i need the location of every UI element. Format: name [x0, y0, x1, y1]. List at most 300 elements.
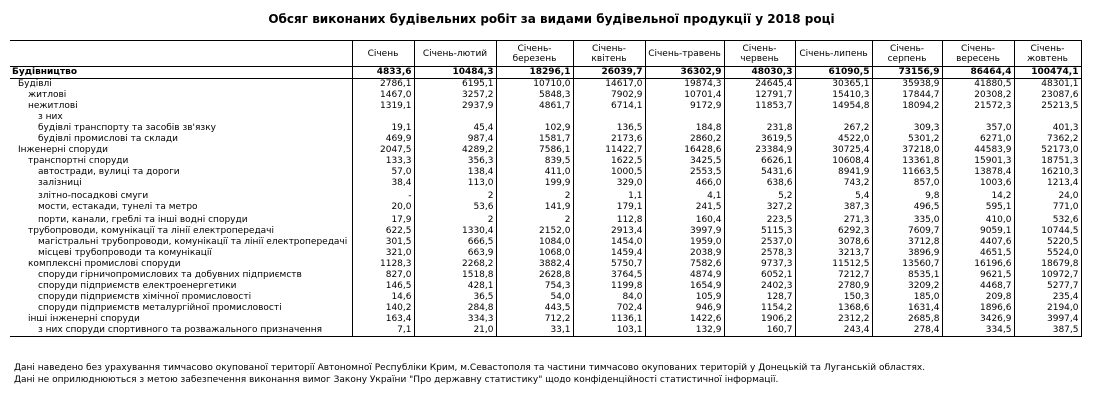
value-cell: 5115,3: [724, 226, 795, 237]
value-cell: 1959,0: [645, 237, 724, 248]
value-cell: [942, 112, 1014, 123]
value-cell: 73156,9: [872, 67, 942, 79]
value-cell: [496, 112, 573, 123]
value-cell: 14,2: [942, 189, 1014, 202]
value-cell: 5277,7: [1014, 281, 1081, 292]
value-cell: 6626,1: [724, 156, 795, 167]
table-row: [10, 226, 1081, 237]
value-cell: 428,1: [414, 281, 496, 292]
value-cell: 128,7: [724, 292, 795, 303]
value-cell: 946,9: [645, 303, 724, 314]
value-cell: 2: [496, 189, 573, 202]
value-cell: 17,9: [352, 213, 414, 226]
footnote-territory: Дані наведено без урахування тимчасово окупованої території Автономної Республіки Крим, м.Севастополя та частини тимчасово окупованих територій у Донецькій та Луганській областях.: [14, 363, 926, 373]
value-cell: 532,6: [1014, 213, 1081, 226]
value-cell: 185,0: [872, 292, 942, 303]
value-cell: 329,0: [573, 178, 645, 189]
value-cell: 5,4: [795, 189, 872, 202]
value-cell: [414, 112, 496, 123]
column-header: Січень-вересень: [942, 41, 1014, 67]
value-cell: 209,8: [942, 292, 1014, 303]
value-cell: 241,5: [645, 202, 724, 213]
value-cell: [872, 112, 942, 123]
value-cell: -: [352, 189, 414, 202]
table-row: [10, 101, 1081, 112]
row-label: місцеві трубопроводи та комунікації: [38, 248, 212, 258]
value-cell: 702,4: [573, 303, 645, 314]
value-cell: 160,4: [645, 213, 724, 226]
value-cell: 102,9: [496, 123, 573, 134]
value-cell: 243,4: [795, 325, 872, 337]
value-cell: 7212,7: [795, 270, 872, 281]
value-cell: 3997,4: [1014, 314, 1081, 325]
column-header: Січень-квітень: [573, 41, 645, 67]
value-cell: 1128,3: [352, 259, 414, 270]
value-cell: 199,9: [496, 178, 573, 189]
value-cell: 9,8: [872, 189, 942, 202]
value-cell: 2780,9: [795, 281, 872, 292]
value-cell: 357,0: [942, 123, 1014, 134]
value-cell: 356,3: [414, 156, 496, 167]
row-label: споруди підприємств хімічної промисловості: [38, 292, 252, 302]
value-cell: 48030,3: [724, 67, 795, 79]
value-cell: 469,9: [352, 134, 414, 145]
row-label: комплексні промислові споруди: [28, 259, 181, 269]
value-cell: 26039,7: [573, 67, 645, 79]
value-cell: 1003,6: [942, 178, 1014, 189]
value-cell: 44583,9: [942, 145, 1014, 156]
value-cell: 1654,9: [645, 281, 724, 292]
value-cell: 1422,6: [645, 314, 724, 325]
value-cell: 11663,5: [872, 167, 942, 178]
value-cell: 20,0: [352, 202, 414, 213]
value-cell: 7609,7: [872, 226, 942, 237]
value-cell: 235,4: [1014, 292, 1081, 303]
row-label: мости, естакади, тунелі та метро: [38, 202, 198, 212]
value-cell: 21572,3: [942, 101, 1014, 112]
value-cell: 2685,8: [872, 314, 942, 325]
value-cell: 3213,7: [795, 248, 872, 259]
table-row: [10, 134, 1081, 145]
value-cell: 179,1: [573, 202, 645, 213]
value-cell: 3712,8: [872, 237, 942, 248]
value-cell: 4289,2: [414, 145, 496, 156]
row-label: з них споруди спортивного та розважального призначення: [10, 325, 352, 337]
value-cell: 3764,5: [573, 270, 645, 281]
value-cell: 36,5: [414, 292, 496, 303]
value-cell: 12791,7: [724, 90, 795, 101]
table-row: [10, 112, 1081, 123]
value-cell: [645, 112, 724, 123]
value-cell: 138,4: [414, 167, 496, 178]
value-cell: 1330,4: [414, 226, 496, 237]
value-cell: 112,8: [573, 213, 645, 226]
value-cell: 6271,0: [942, 134, 1014, 145]
value-cell: 1518,8: [414, 270, 496, 281]
value-cell: 1906,2: [724, 314, 795, 325]
value-cell: 387,3: [795, 202, 872, 213]
value-cell: 4861,7: [496, 101, 573, 112]
row-label: порти, канали, греблі та інші водні споруди: [38, 215, 248, 225]
value-cell: 38,4: [352, 178, 414, 189]
column-header: Січень-лютий: [414, 41, 496, 67]
table-row: [10, 202, 1081, 213]
value-cell: 17844,7: [872, 90, 942, 101]
value-cell: 15410,3: [795, 90, 872, 101]
value-cell: 1368,6: [795, 303, 872, 314]
value-cell: 113,0: [414, 178, 496, 189]
table-row: [10, 213, 1081, 226]
value-cell: 8535,1: [872, 270, 942, 281]
value-cell: 1454,0: [573, 237, 645, 248]
row-label: будівлі промислові та склади: [38, 134, 178, 144]
value-cell: 15901,3: [942, 156, 1014, 167]
value-cell: 7902,9: [573, 90, 645, 101]
value-cell: 41880,5: [942, 79, 1014, 91]
value-cell: 1622,5: [573, 156, 645, 167]
value-cell: 2402,3: [724, 281, 795, 292]
value-cell: 8941,9: [795, 167, 872, 178]
value-cell: 622,5: [352, 226, 414, 237]
value-cell: 2047,5: [352, 145, 414, 156]
value-cell: 2268,2: [414, 259, 496, 270]
value-cell: 335,0: [872, 213, 942, 226]
value-cell: 23087,6: [1014, 90, 1081, 101]
value-cell: 3209,2: [872, 281, 942, 292]
value-cell: 466,0: [645, 178, 724, 189]
value-cell: 2038,9: [645, 248, 724, 259]
value-cell: 5431,6: [724, 167, 795, 178]
value-cell: 10701,4: [645, 90, 724, 101]
row-label: транспортні споруди: [28, 156, 129, 166]
value-cell: 1467,0: [352, 90, 414, 101]
table-row: [10, 292, 1081, 303]
value-cell: 13361,8: [872, 156, 942, 167]
value-cell: 35938,9: [872, 79, 942, 91]
table-row: [10, 156, 1081, 167]
header-corner: [10, 41, 352, 67]
value-cell: 5,2: [724, 189, 795, 202]
value-cell: 57,0: [352, 167, 414, 178]
value-cell: 2: [496, 213, 573, 226]
value-cell: 6195,1: [414, 79, 496, 91]
value-cell: 16428,6: [645, 145, 724, 156]
value-cell: 3426,9: [942, 314, 1014, 325]
value-cell: 2628,8: [496, 270, 573, 281]
row-label: Інженерні споруди: [18, 145, 109, 155]
value-cell: 4651,5: [942, 248, 1014, 259]
value-cell: 132,9: [645, 325, 724, 337]
value-cell: 11853,7: [724, 101, 795, 112]
value-cell: 2937,9: [414, 101, 496, 112]
value-cell: 231,8: [724, 123, 795, 134]
value-cell: [352, 112, 414, 123]
footnotes: [14, 362, 925, 386]
value-cell: 36302,9: [645, 67, 724, 79]
value-cell: 160,7: [724, 325, 795, 337]
value-cell: 5301,2: [872, 134, 942, 145]
value-cell: 2578,3: [724, 248, 795, 259]
value-cell: 278,4: [872, 325, 942, 337]
value-cell: 16196,6: [942, 259, 1014, 270]
value-cell: 3882,4: [496, 259, 573, 270]
value-cell: 52173,0: [1014, 145, 1081, 156]
value-cell: 2: [414, 189, 496, 202]
value-cell: 84,0: [573, 292, 645, 303]
table-body: [10, 67, 1081, 337]
value-cell: 140,2: [352, 303, 414, 314]
value-cell: 3425,5: [645, 156, 724, 167]
row-label: нежитлові: [28, 101, 78, 111]
value-cell: 2860,2: [645, 134, 724, 145]
table-row: [10, 281, 1081, 292]
row-label: автостради, вулиці та дороги: [38, 167, 180, 177]
value-cell: 19,1: [352, 123, 414, 134]
value-cell: [795, 112, 872, 123]
value-cell: 86464,4: [942, 67, 1014, 79]
value-cell: 401,3: [1014, 123, 1081, 134]
value-cell: 411,0: [496, 167, 573, 178]
value-cell: 410,0: [942, 213, 1014, 226]
value-cell: 496,5: [872, 202, 942, 213]
table-row: [10, 189, 1081, 202]
value-cell: 827,0: [352, 270, 414, 281]
value-cell: 21,0: [414, 325, 496, 337]
value-cell: 13878,4: [942, 167, 1014, 178]
table-row: [10, 123, 1081, 134]
value-cell: 712,2: [496, 314, 573, 325]
value-cell: 2913,4: [573, 226, 645, 237]
value-cell: 5750,7: [573, 259, 645, 270]
value-cell: 743,2: [795, 178, 872, 189]
value-cell: 4833,6: [352, 67, 414, 79]
value-cell: 19874,3: [645, 79, 724, 91]
value-cell: 141,9: [496, 202, 573, 213]
value-cell: [1014, 112, 1081, 123]
table-row: [10, 237, 1081, 248]
value-cell: 771,0: [1014, 202, 1081, 213]
value-cell: 3257,2: [414, 90, 496, 101]
value-cell: 663,9: [414, 248, 496, 259]
value-cell: [724, 112, 795, 123]
value-cell: 7362,2: [1014, 134, 1081, 145]
value-cell: 5848,3: [496, 90, 573, 101]
value-cell: 327,2: [724, 202, 795, 213]
value-cell: 24645,4: [724, 79, 795, 91]
value-cell: 2537,0: [724, 237, 795, 248]
value-cell: 146,5: [352, 281, 414, 292]
value-cell: 5220,5: [1014, 237, 1081, 248]
column-header: Січень-березень: [496, 41, 573, 67]
value-cell: 10710,0: [496, 79, 573, 91]
value-cell: 133,3: [352, 156, 414, 167]
row-label: споруди гірничопромислових та добувних підприємств: [38, 270, 302, 280]
value-cell: 1,1: [573, 189, 645, 202]
value-cell: 6292,3: [795, 226, 872, 237]
value-cell: 1084,0: [496, 237, 573, 248]
column-header: Січень-жовтень: [1014, 41, 1081, 67]
value-cell: 184,8: [645, 123, 724, 134]
value-cell: 11422,7: [573, 145, 645, 156]
table-row: [10, 270, 1081, 281]
value-cell: 3619,5: [724, 134, 795, 145]
value-cell: 1136,1: [573, 314, 645, 325]
value-cell: 3896,9: [872, 248, 942, 259]
table-row: [10, 67, 1081, 79]
value-cell: 163,4: [352, 314, 414, 325]
value-cell: 638,6: [724, 178, 795, 189]
value-cell: 1199,8: [573, 281, 645, 292]
value-cell: 13560,7: [872, 259, 942, 270]
value-cell: 105,9: [645, 292, 724, 303]
value-cell: 18679,8: [1014, 259, 1081, 270]
value-cell: 1459,4: [573, 248, 645, 259]
row-label: злітно-посадкові смуги: [38, 191, 149, 201]
value-cell: 6052,1: [724, 270, 795, 281]
value-cell: 100474,1: [1014, 67, 1081, 79]
table-row: [10, 303, 1081, 314]
value-cell: 4407,6: [942, 237, 1014, 248]
value-cell: 839,5: [496, 156, 573, 167]
row-label: залізниці: [38, 178, 82, 188]
value-cell: 10744,5: [1014, 226, 1081, 237]
value-cell: 54,0: [496, 292, 573, 303]
column-header: Січень-серпень: [872, 41, 942, 67]
value-cell: 7586,1: [496, 145, 573, 156]
row-label: Будівлі: [18, 79, 52, 89]
value-cell: 45,4: [414, 123, 496, 134]
value-cell: 4874,9: [645, 270, 724, 281]
value-cell: 2173,6: [573, 134, 645, 145]
value-cell: 7,1: [352, 325, 414, 337]
value-cell: 18296,1: [496, 67, 573, 79]
value-cell: 301,5: [352, 237, 414, 248]
value-cell: 24,0: [1014, 189, 1081, 202]
value-cell: 3997,9: [645, 226, 724, 237]
value-cell: 1581,7: [496, 134, 573, 145]
value-cell: 25213,5: [1014, 101, 1081, 112]
value-cell: 1213,4: [1014, 178, 1081, 189]
row-label: Будівництво: [10, 67, 352, 79]
row-label: магістральні трубопроводи, комунікації та лінії електропередачі: [38, 237, 348, 247]
column-header: Січень: [352, 41, 414, 67]
row-label: інші інженерні споруди: [28, 314, 140, 324]
column-header: Січень-травень: [645, 41, 724, 67]
value-cell: 103,1: [573, 325, 645, 337]
value-cell: 1319,1: [352, 101, 414, 112]
value-cell: 30365,1: [795, 79, 872, 91]
value-cell: 11512,5: [795, 259, 872, 270]
value-cell: 136,5: [573, 123, 645, 134]
value-cell: 666,5: [414, 237, 496, 248]
value-cell: 334,3: [414, 314, 496, 325]
value-cell: 987,4: [414, 134, 496, 145]
value-cell: 23384,9: [724, 145, 795, 156]
value-cell: 53,6: [414, 202, 496, 213]
value-cell: 271,3: [795, 213, 872, 226]
value-cell: 9737,3: [724, 259, 795, 270]
value-cell: 10972,7: [1014, 270, 1081, 281]
value-cell: 18094,2: [872, 101, 942, 112]
value-cell: 2312,2: [795, 314, 872, 325]
table-row: [10, 325, 1081, 337]
value-cell: 10484,3: [414, 67, 496, 79]
value-cell: 6714,1: [573, 101, 645, 112]
value-cell: [573, 112, 645, 123]
value-cell: 1000,5: [573, 167, 645, 178]
value-cell: 4,1: [645, 189, 724, 202]
table-title: Обсяг виконаних будівельних робіт за видами будівельної продукції у 2018 році: [268, 12, 835, 26]
value-cell: 223,5: [724, 213, 795, 226]
value-cell: 2194,0: [1014, 303, 1081, 314]
value-cell: 2152,0: [496, 226, 573, 237]
value-cell: 2786,1: [352, 79, 414, 91]
value-cell: 284,8: [414, 303, 496, 314]
value-cell: 443,5: [496, 303, 573, 314]
value-cell: 4522,0: [795, 134, 872, 145]
value-cell: 30725,4: [795, 145, 872, 156]
value-cell: 16210,3: [1014, 167, 1081, 178]
value-cell: 857,0: [872, 178, 942, 189]
table-row: [10, 314, 1081, 325]
value-cell: 2: [414, 213, 496, 226]
value-cell: 37218,0: [872, 145, 942, 156]
value-cell: 595,1: [942, 202, 1014, 213]
value-cell: 10608,4: [795, 156, 872, 167]
value-cell: 754,3: [496, 281, 573, 292]
value-cell: 1631,4: [872, 303, 942, 314]
table-row: [10, 167, 1081, 178]
row-label: з них: [38, 112, 63, 122]
value-cell: 18751,3: [1014, 156, 1081, 167]
value-cell: 14617,0: [573, 79, 645, 91]
value-cell: 33,1: [496, 325, 573, 337]
value-cell: 61090,5: [795, 67, 872, 79]
table-row: [10, 178, 1081, 189]
value-cell: 20308,2: [942, 90, 1014, 101]
value-cell: 3078,6: [795, 237, 872, 248]
value-cell: 9621,5: [942, 270, 1014, 281]
value-cell: 1068,0: [496, 248, 573, 259]
value-cell: 334,5: [942, 325, 1014, 337]
column-header: Січень-червень: [724, 41, 795, 67]
table-row: [10, 79, 1081, 91]
row-label: споруди підприємств металургійної промисловості: [38, 303, 282, 313]
row-label: будівлі транспорту та засобів зв'язку: [38, 123, 216, 133]
table-row: [10, 145, 1081, 156]
value-cell: 5524,0: [1014, 248, 1081, 259]
value-cell: 9172,9: [645, 101, 724, 112]
footnote-confidentiality: Дані не оприлюднюються з метою забезпечення виконання вимог Закону України "Про державну статистику" щодо конфіденційності статистичної інформації.: [14, 375, 779, 385]
value-cell: 14,6: [352, 292, 414, 303]
value-cell: 309,3: [872, 123, 942, 134]
value-cell: 7582,6: [645, 259, 724, 270]
table-row: [10, 248, 1081, 259]
row-label: споруди підприємств електроенергетики: [38, 281, 237, 291]
row-label: житлові: [28, 90, 67, 100]
table-row: [10, 259, 1081, 270]
column-header: Січень-липень: [795, 41, 872, 67]
value-cell: 2553,5: [645, 167, 724, 178]
header-row: [10, 41, 1081, 67]
value-cell: 321,0: [352, 248, 414, 259]
value-cell: 4468,7: [942, 281, 1014, 292]
value-cell: 14954,8: [795, 101, 872, 112]
value-cell: 1896,6: [942, 303, 1014, 314]
value-cell: 48301,1: [1014, 79, 1081, 91]
value-cell: 1154,2: [724, 303, 795, 314]
value-cell: 9059,1: [942, 226, 1014, 237]
